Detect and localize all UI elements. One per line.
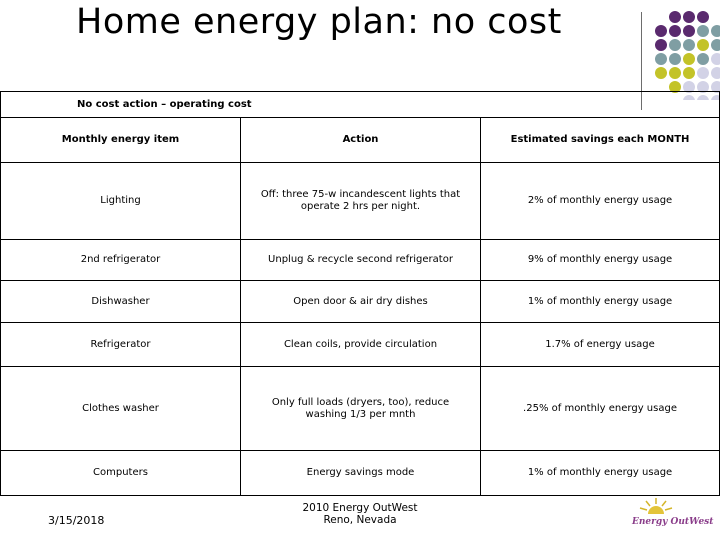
slide-title: Home energy plan: no cost	[76, 2, 562, 42]
decorative-dot	[697, 67, 709, 79]
energy-plan-table	[0, 91, 720, 496]
table-row	[1, 240, 720, 281]
savings-cell: .25% of monthly energy usage	[481, 367, 720, 451]
footer-date: 3/15/2018	[48, 514, 105, 527]
action-cell: Off: three 75-w incandescent lights that operate 2 hrs per night.	[241, 163, 481, 240]
decorative-dot	[683, 53, 695, 65]
action-cell: Clean coils, provide circulation	[241, 323, 481, 367]
item-cell: Clothes washer	[1, 367, 241, 451]
action-cell: Energy savings mode	[241, 451, 481, 496]
footer-credit	[240, 502, 480, 526]
action-cell: Open door & air dry dishes	[241, 281, 481, 323]
item-cell: 2nd refrigerator	[1, 240, 241, 281]
decorative-dot	[697, 11, 709, 23]
decorative-dot	[669, 53, 681, 65]
savings-cell: 1% of monthly energy usage	[481, 281, 720, 323]
savings-cell: 1% of monthly energy usage	[481, 451, 720, 496]
savings-cell: 9% of monthly energy usage	[481, 240, 720, 281]
table-row	[1, 367, 720, 451]
decorative-dot	[655, 53, 667, 65]
decorative-dot	[683, 11, 695, 23]
table-row	[1, 323, 720, 367]
footer-credit-line1: 2010 Energy OutWest	[302, 502, 418, 514]
decorative-dot	[711, 67, 720, 79]
table-row	[1, 451, 720, 496]
logo-text: Energy OutWest	[632, 517, 714, 527]
decorative-dot	[683, 25, 695, 37]
decorative-dot	[697, 39, 709, 51]
table-header-row	[1, 118, 720, 163]
decorative-dot	[669, 11, 681, 23]
item-cell: Computers	[1, 451, 241, 496]
decorative-dot	[655, 67, 667, 79]
column-header: Estimated savings each MONTH	[481, 118, 720, 163]
savings-cell: 2% of monthly energy usage	[481, 163, 720, 240]
action-cell: Unplug & recycle second refrigerator	[241, 240, 481, 281]
item-cell: Refrigerator	[1, 323, 241, 367]
decorative-dot	[655, 39, 667, 51]
decorative-dot	[669, 25, 681, 37]
item-cell: Dishwasher	[1, 281, 241, 323]
section-label: No cost action – operating cost	[1, 92, 720, 118]
table-row	[1, 281, 720, 323]
decorative-dot	[697, 25, 709, 37]
decorative-dot	[697, 53, 709, 65]
decorative-dot	[669, 67, 681, 79]
decorative-dot	[683, 67, 695, 79]
decorative-dot	[711, 39, 720, 51]
decorative-dot	[711, 53, 720, 65]
decorative-dot	[669, 39, 681, 51]
column-header: Monthly energy item	[1, 118, 241, 163]
decorative-dot	[655, 25, 667, 37]
item-cell: Lighting	[1, 163, 241, 240]
footer-credit-line2: Reno, Nevada	[323, 514, 397, 526]
decorative-dot-grid	[0, 0, 720, 100]
decorative-dot	[711, 25, 720, 37]
column-header: Action	[241, 118, 481, 163]
table-row	[1, 163, 720, 240]
action-cell: Only full loads (dryers, too), reduce washing 1/3 per mnth	[241, 367, 481, 451]
decorative-dot	[683, 39, 695, 51]
savings-cell: 1.7% of energy usage	[481, 323, 720, 367]
